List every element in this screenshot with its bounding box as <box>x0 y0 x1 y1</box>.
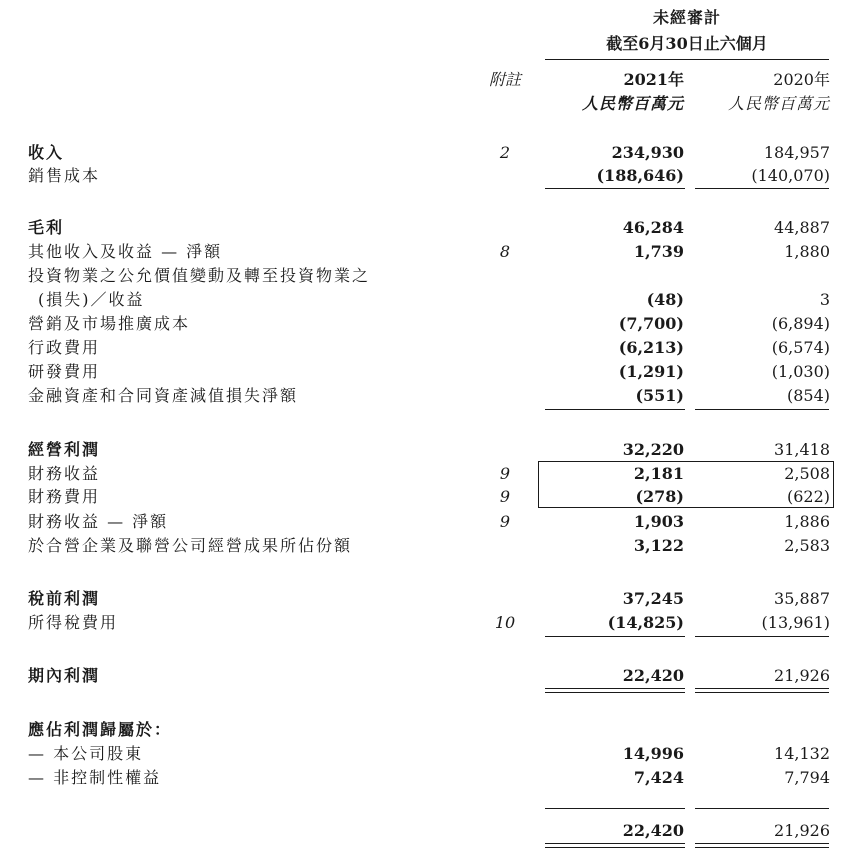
row-value-2020: (1,030) <box>771 362 830 381</box>
subtotal-rule-2020 <box>695 636 829 637</box>
row-label: 行政費用 <box>28 338 101 357</box>
row-label: 財務收益 — 淨額 <box>28 512 169 531</box>
subtotal-rule-2021 <box>545 188 685 189</box>
row-label: — 非控制性權益 <box>28 768 162 787</box>
row-label: 期內利潤 <box>28 666 101 685</box>
row-note: 8 <box>499 242 511 261</box>
row-note: 2 <box>499 143 511 162</box>
row-value-2021: 234,930 <box>611 143 684 162</box>
subtotal-rule-2020 <box>695 188 829 189</box>
row-label: 營銷及市場推廣成本 <box>28 314 191 333</box>
row-value-2021: 37,245 <box>622 589 684 608</box>
row-value-2020: (140,070) <box>751 166 830 185</box>
row-label: 研發費用 <box>28 362 101 381</box>
row-value-2020: 21,926 <box>774 666 830 685</box>
row-value-2020: (622) <box>786 487 830 506</box>
row-value-2021: 22,420 <box>622 666 684 685</box>
row-value-2020: (6,894) <box>771 314 830 333</box>
row-value-2021: (278) <box>635 487 684 506</box>
row-value-2020: 31,418 <box>774 440 830 459</box>
subtotal-rule-2021 <box>545 808 685 809</box>
row-value-2021: 14,996 <box>622 744 684 763</box>
row-value-2021: (1,291) <box>618 362 684 381</box>
row-value-2020: 184,957 <box>763 143 830 162</box>
row-note: 10 <box>494 613 516 632</box>
row-label: 財務收益 <box>28 464 101 483</box>
row-value-2021: 1,903 <box>633 512 684 531</box>
header-unaudited: 未經審計 <box>652 8 721 27</box>
row-label: 所得稅費用 <box>28 613 119 632</box>
subtotal-rule-2021 <box>545 409 685 410</box>
row-value-2021: (188,646) <box>596 166 684 185</box>
row-value-2021: 46,284 <box>622 218 684 237</box>
header-year-2021: 2021年 <box>623 70 684 89</box>
row-value-2020: (13,961) <box>761 613 830 632</box>
row-label: 財務費用 <box>28 487 101 506</box>
row-label: 毛利 <box>28 218 65 237</box>
row-note: 9 <box>499 512 511 531</box>
row-value-2020: 44,887 <box>774 218 830 237</box>
row-value-2020: 1,880 <box>784 242 830 261</box>
row-label: 收入 <box>28 143 65 162</box>
header-period: 截至6月30日止六個月 <box>606 34 768 53</box>
row-label: 投資物業之公允價值變動及轉至投資物業之 <box>28 266 371 285</box>
row-value-2021: (14,825) <box>607 613 684 632</box>
total-double-rule-2020 <box>695 843 829 848</box>
row-value-2021: 7,424 <box>633 768 684 787</box>
row-value-2020: 7,794 <box>784 768 830 787</box>
row-value-2020: (6,574) <box>771 338 830 357</box>
row-note: 9 <box>499 464 511 483</box>
total-double-rule-2021 <box>545 688 685 693</box>
row-value-2021: (6,213) <box>618 338 684 357</box>
row-note: 9 <box>499 487 511 506</box>
row-value-2020: 35,887 <box>774 589 830 608</box>
subtotal-rule-2020 <box>695 808 829 809</box>
row-label: 銷售成本 <box>28 166 101 185</box>
header-note-column: 附註 <box>488 70 521 89</box>
row-label: 稅前利潤 <box>28 589 101 608</box>
row-label: 其他收入及收益 — 淨額 <box>28 242 223 261</box>
row-value-2021: 32,220 <box>622 440 684 459</box>
row-value-2020: 2,508 <box>784 464 830 483</box>
total-double-rule-2021 <box>545 843 685 848</box>
row-value-2021: (551) <box>635 386 684 405</box>
row-value-2021: 2,181 <box>633 464 684 483</box>
row-value-2021: 1,739 <box>633 242 684 261</box>
row-label: 於合營企業及聯營公司經營成果所佔份額 <box>28 536 353 555</box>
row-value-2020: 21,926 <box>774 821 830 840</box>
header-unit-2021: 人民幣百萬元 <box>581 94 684 113</box>
row-label: 經營利潤 <box>28 440 101 459</box>
total-double-rule-2020 <box>695 688 829 693</box>
row-label: (損失)／收益 <box>38 290 145 309</box>
row-value-2021: (7,700) <box>618 314 684 333</box>
row-value-2020: 14,132 <box>774 744 830 763</box>
header-unit-2020: 人民幣百萬元 <box>727 94 830 113</box>
row-value-2021: 3,122 <box>633 536 684 555</box>
subtotal-rule-2021 <box>545 636 685 637</box>
row-label: 應佔利潤歸屬於： <box>28 720 173 739</box>
subtotal-rule-2020 <box>695 409 829 410</box>
row-value-2020: 3 <box>819 290 830 309</box>
header-rule <box>545 59 829 60</box>
row-label: 金融資產和合同資產減值損失淨額 <box>28 386 299 405</box>
row-value-2020: 1,886 <box>784 512 830 531</box>
row-value-2020: (854) <box>786 386 830 405</box>
row-value-2021: (48) <box>646 290 684 309</box>
row-label: — 本公司股東 <box>28 744 144 763</box>
row-value-2020: 2,583 <box>784 536 830 555</box>
header-year-2020: 2020年 <box>773 70 830 89</box>
row-value-2021: 22,420 <box>622 821 684 840</box>
